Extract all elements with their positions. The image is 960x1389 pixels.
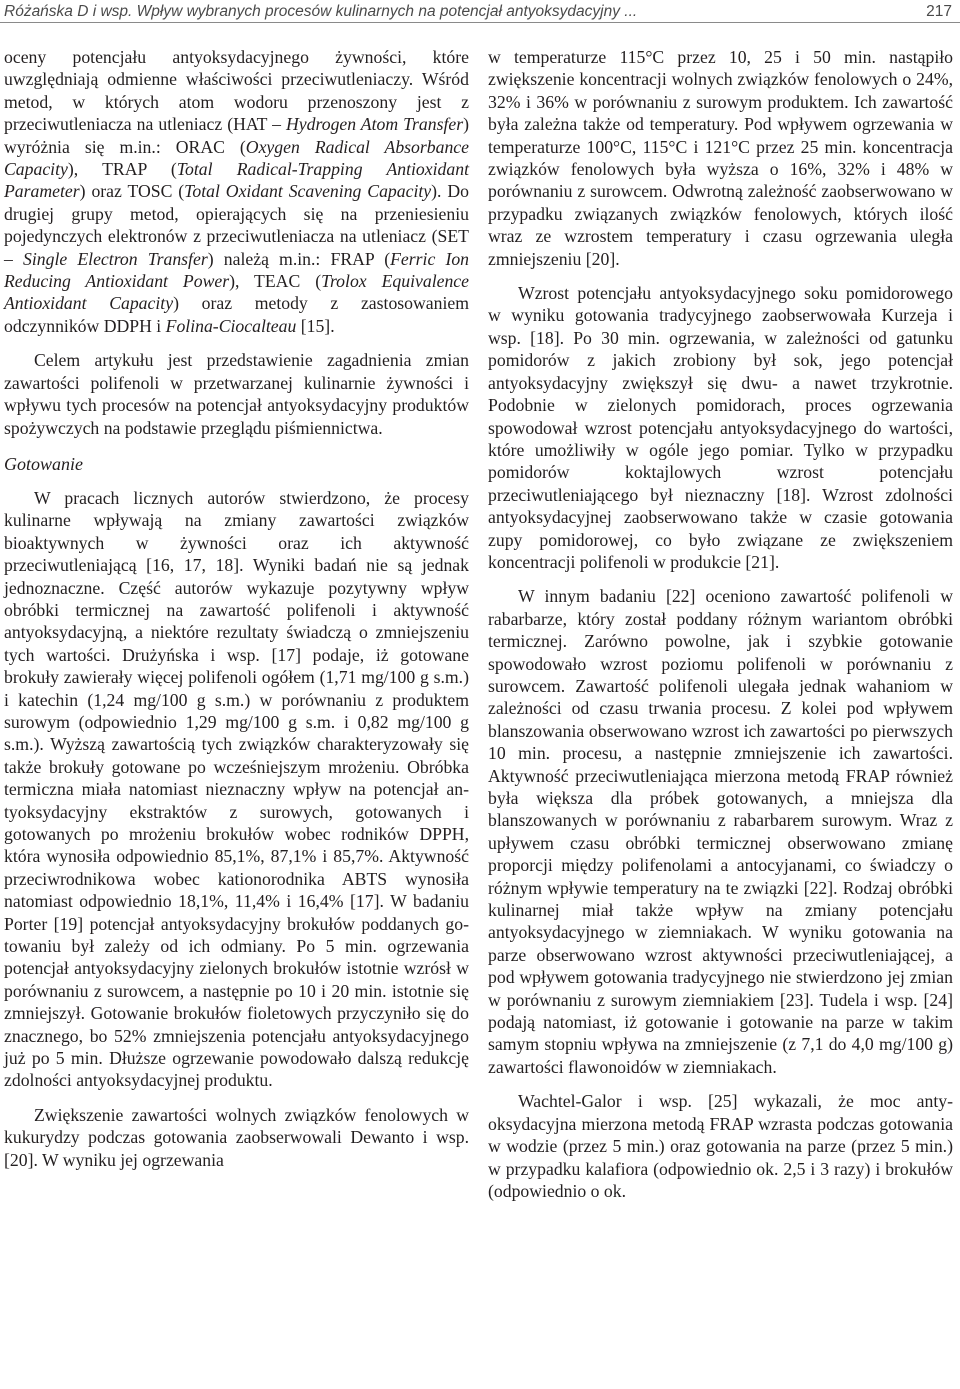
text-run: ) oraz metody z zastosowaniem odczynników DDPH i (4, 293, 470, 336)
paragraph-cauliflower: Wachtel-Galor i wsp. [25] wykazali, że moc antyoksydacyjna mierzona metodą FRAP wzrasta podczas gotowania w wodzie (przez 5 min.) oraz gotowania na parze (przez 5 min.) w przypadku kalafiora (odpowiednio ok. 2,5 i 3 razy) i brokułów (odpowiednio o ok. (488, 1091, 953, 1201)
text-run: ) oraz TOSC ( (79, 181, 185, 202)
text-run: ). Do drugiej grupy metod, opierających się na przeniesieniu pojedynczych elektronów z przeciwutleniacza na utleniacz (SET – (4, 181, 469, 269)
term-frap: Ferric Ion Reducing Antioxidant Power (4, 248, 470, 292)
term-tosc: Total Oxidant Scavening Capacity (184, 181, 432, 202)
paragraph-cooking-broccoli: W pracach licznych autorów stwierdzono, że procesy kulinarne wpływają na zmiany zawartości związków bioaktywnych w żywności oraz ich aktywność przeciwutleniającą [16, 17, 18]. Wyniki badań nie są jednak jednoznaczne. Część autorów wykazuje pozytywny wpływ obróbki termicznej na zawartość polifenoli i aktywność antyoksydacyjną, a niektóre rezultaty świadczą o zmniejszeniu tych wartości. Drużyńska i wsp. [17] podaje, iż gotowane brokuły zawierały więcej polifenoli ogółem (1,71 mg/100 g s.m.) i katechin (1,24 mg/100 g s.m.) w porównaniu z produktem surowym (odpowiednio 1,29 mg/100 g s.m. i 0,82 mg/100 g s.m.). Wyższą zawartością tych związków charakteryzowały się także brokuły gotowane po wcześniejszym mrożeniu. Obróbka termiczna miała natomiast nieznaczny wpływ na potencjał antyoksydacyjny ekstraktów z surowych, gotowanych i gotowanych po mrożeniu brokułów wobec rodników DPPH, która wynosiła odpowiednio 85,1%, 87,1% i 85,7%. Aktywność przeciwrodnikowa wobec kationorodnika ABTS wynosiła natomiast odpowiednio 18,1%, 11,4% i 16,4% [17]. W badaniu Porter [19] potencjał antyoksydacyjny brokułów poddanych gotowaniu był zależy od ich odmiany. Po 5 min. ogrzewania potencjał antyoksydacyjny zielonych brokułów istotnie wzrósł w porównaniu z surowcem, a następnie po 10 i 20 min. istotnie się zmniejszył. Gotowanie brokułów fioletowych przyczyniło się do znacznego, bo 52% zmniejszenia potencjału antyoksydacyjnego już po 5 min. Dłuższe ogrzewanie powodowało dalszą redukcję zdolności antyoksydacyjnej produktu. (4, 487, 469, 1091)
text-run: ) wyróżnia się m.in.: ORAC ( (4, 114, 469, 157)
paragraph-corn: Zwiększenie zawartości wolnych związków fenolowych w kukurydzy podczas gotowania zaobserwowali Dewanto i wsp. [20]. W wyniku jej ogrzewania (4, 1104, 469, 1170)
term-teac: Trolox Equivalence Antioxidant Capacity (4, 271, 470, 314)
left-text-column (4, 46, 469, 1171)
header-citation: Różańska D i wsp. Wpływ wybranych procesów kulinarnych na potencjał antyoksydacyjny ... (4, 3, 638, 20)
paragraph-phenols-temperature: w temperaturze 115°C przez 10, 25 i 50 min. nastąpiło zwiększenie koncentracji wolnych związków fenolowych o 24%, 32% i 36% w porównaniu z surowym produktem. Ich zawartość była zależna także od temperatury. Pod wpływem ogrzewania w temperaturze 100°C, 115°C i 121°C przez 25 min. koncentracja związków fenolowych była wyższa o 16%, 32% i 48% w porównaniu z surowcem. Odwrotną zależność zaobserwowano w przypadku związanych związków fenolowych, których ilość wraz ze wzrostem temperatury i czasu ogrzewania uległa zmniejszeniu [20]. (488, 47, 953, 269)
text-run: [15]. (296, 315, 335, 336)
term-hat: Hydrogen Atom Transfer (286, 114, 464, 135)
term-folin: Folina-Ciocalteau (165, 315, 297, 336)
term-orac: Oxygen Radical Absorbance Capacity (4, 136, 470, 180)
header-divider (0, 22, 960, 23)
text-run: ), TEAC ( (229, 271, 322, 292)
right-text-column (488, 46, 953, 1202)
text-run: ) należą m.in.: FRAP ( (207, 248, 391, 269)
section-heading: Gotowanie (4, 453, 83, 474)
running-header (4, 2, 956, 24)
term-set: Single Electron Transfer (23, 248, 208, 269)
text-run: ), TRAP ( (67, 159, 177, 180)
page-number: 217 (926, 3, 952, 20)
paragraph-methods (4, 46, 469, 337)
paragraph-tomato: Wzrost potencjału antyoksydacyjnego soku pomidorowego w wyniku gotowania tradycyjnego zaobserwowała Kurzeja i wsp. [18]. Po 30 min. ogrzewania, w zależności od gatunku pomidorów z jakich zrobiony był sok, jego potencjał antyoksydacyjny zwiększył się dwu- a nawet trzykrotnie. Podobnie w zielonych pomidorach, proces ogrzewania spowodował wzrost potencjału antyoksydacyjnego do wartości, które umożliwiły w ogóle jego pomiar. Tylko w przypadku pomidorów koktajlowych wzrost potencjału przeciwutleniającego był nieznaczny [18]. Wzrost zdolności antyoksydacyjnej zaobserwowano także w czasie gotowania zupy pomidorowej, co było związane ze zwiększeniem koncentracji polifenoli w produkcie [21]. (488, 283, 953, 572)
text-run: oceny potencjału antyoksydacyjnego żywności, które uwzględniają odmienne właściwości przeciwutleniaczy. Wśród metod, w których atom wodoru przenoszony jest z przeciwutleniacza na utleniacz (HAT – (4, 47, 469, 135)
term-trap: Total Radical-Trapping Antioxidant Parameter (4, 159, 469, 202)
paragraph-aim: Celem artykułu jest przedstawienie zagadnienia zmian zawartości polifenoli w przetwarzanej kulinarnie żywności i wpływu tych procesów na potencjał antyoksydacyjny produktów spożywczych na podstawie przeglądu piśmiennictwa. (4, 350, 469, 438)
paragraph-rhubarb-potato: W innym badaniu [22] oceniono zawartość polifenoli w rabarbarze, który został poddany różnym wariantom obróbki termicznej. Zarówno powolne, jak i szybkie gotowanie spowodowało wzrost poziomu polifenoli w porównaniu z surowcem. Zawartość polifenoli ulegała jednak wahaniom w zależności od czasu trwania procesu. Z kolei pod wpływem blanszowania obserwowano wzrost ich zawartości po pierwszych 10 min. procesu, a następnie zmniejszenie ich zawartości. Aktywność przeciwutleniająca mierzona metodą FRAP również była większa dla próbek gotowanych, a mniejsza dla blanszowanych w porównaniu z rabarbarem surowym. Wraz z upływem czasu obróbki termicznej obserwowano zmianę proporcji między polifenolami a antocyjanami, co świadczy o różnym wpływie temperatury na te związki [22]. Rodzaj obróbki kulinarnej miał także wpływ na zmiany potencjału antyoksydacyjnego w ziemniakach. W wyniku gotowania na parze obserwowano wzrost aktywności przeciwutleniającej, a pod wpływem gotowania tradycyjnego nie stwierdzono jej zmian w porównaniu z surowym ziemniakiem [23]. Tudela i wsp. [24] podają natomiast, iż gotowanie i gotowanie na parze w takim samym stopniu wpływa na zmniejszenie (z 7,1 do 4,0 mg/100 g) zawartości flawonoidów w ziemniakach. (488, 586, 953, 1077)
